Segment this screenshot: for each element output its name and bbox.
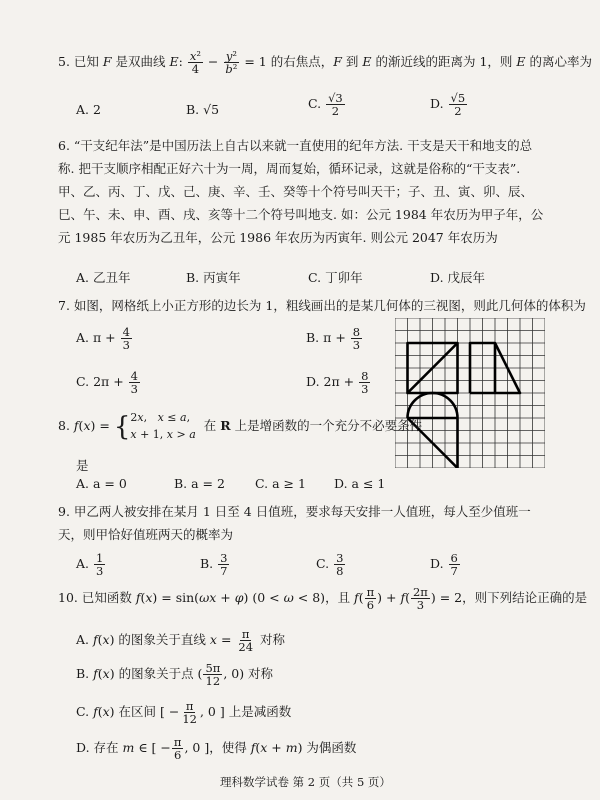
q8-option-a[interactable]: A. a = 0 [76, 476, 127, 491]
q9-option-c[interactable]: C. $\frac{3}{8}$ [316, 551, 344, 579]
q5-stem: 5. 已知 F 是双曲线 E: $\frac{\text{x²}}{4}$ − $\frac{\text{y²}}{\text{b²}}$ = 1 的右焦点，F 到 E 的渐近线的距离为 1，则 E 的离心率为 [58, 49, 592, 77]
q5-option-d[interactable]: D. $\frac{√5}{2}$ [430, 91, 466, 119]
q7-option-c[interactable]: C. 2π + $\frac{4}{3}$ [76, 369, 138, 397]
q6-option-c[interactable]: C. 丁卯年 [308, 270, 363, 285]
q8-option-c[interactable]: C. a ≥ 1 [255, 476, 306, 491]
q8-option-b[interactable]: B. a = 2 [174, 476, 225, 491]
q5-option-a[interactable]: A. 2 [76, 102, 101, 117]
q10-option-b[interactable]: B. f(x) 的图象关于点 ( $\frac{5\pi}{12}$ , 0) 对称 [76, 661, 274, 689]
q7-option-b[interactable]: B. π + $\frac{8}{3}$ [306, 325, 361, 353]
q7-option-a[interactable]: A. π + $\frac{4}{3}$ [76, 325, 130, 353]
q7-option-d[interactable]: D. 2π + $\frac{8}{3}$ [306, 369, 369, 397]
q9-stem: 9. 甲乙两人被安排在某月 1 日至 4 日值班，要求每天安排一人值班，每人至少值班一天，则甲恰好值班两天的概率为 [58, 504, 531, 542]
q7-stem: 7. 如图，网格纸上小正方形的边长为 1，粗线画出的是某几何体的三视图，则此几何体的体积为 [58, 298, 586, 313]
q9-option-b[interactable]: B. $\frac{3}{7}$ [200, 551, 228, 579]
q5-option-b[interactable]: B. √5 [186, 102, 220, 117]
q6-option-b[interactable]: B. 丙寅年 [186, 270, 241, 285]
q10-stem: 10. 已知函数 f(x) = sin(ωx + φ) (0 < ω < 8)，且 f( $\frac{\pi}{6}$ ) + f( $\frac{2\pi}{3}$ ) = 2，则下列结论正确的是 [58, 585, 588, 613]
q9-option-d[interactable]: D. $\frac{6}{7}$ [430, 551, 458, 579]
q9-option-a[interactable]: A. $\frac{1}{3}$ [76, 551, 104, 579]
q10-option-a[interactable]: A. f(x) 的图象关于直线 x = $\frac{\pi}{24}$ 对称 [76, 627, 286, 655]
q6-option-d[interactable]: D. 戊辰年 [430, 270, 486, 285]
three-view-figure [395, 318, 545, 468]
q8-stem: 8. f(x) = {2x, x ≤ a, x + 1, x > a 在 R 上是增函数的一个充分不必要条件 [58, 411, 423, 442]
q8-stem-cont: 是 [76, 458, 89, 473]
q10-option-d[interactable]: D. 存在 m ∈ [ − $\frac{\pi}{6}$ , 0 ]，使得 f(x + m) 为偶函数 [76, 735, 357, 763]
q6-option-a[interactable]: A. 乙丑年 [76, 270, 131, 285]
q8-option-d[interactable]: D. a ≤ 1 [334, 476, 386, 491]
page-footer: 理科数学试卷 第 2 页（共 5 页） [220, 775, 391, 789]
q5-option-c[interactable]: C. $\frac{√3}{2}$ [308, 91, 343, 119]
q6-stem: 6. “干支纪年法”是中国历法上自古以来就一直使用的纪年方法. 干支是天干和地支的总称. 把干支顺序相配正好六十为一周，周而复始，循环记录，这就是俗称的“干支表”. 甲、乙、丙、丁、戊、己、庚、辛、壬、癸等十个符号叫天干；子、丑、寅、卯、辰、巳、午、未、申、酉、戌、亥等十二个符号叫地支. 如：公元 1984 年农历为甲子年，公元 1985 年农历为乙丑年，公元 1986 年农历为丙寅年. 则公元 2047 年农历为 [58, 138, 544, 245]
q10-option-c[interactable]: C. f(x) 在区间 [ − $\frac{\pi}{12}$ , 0 ] 上是减函数 [76, 699, 292, 727]
